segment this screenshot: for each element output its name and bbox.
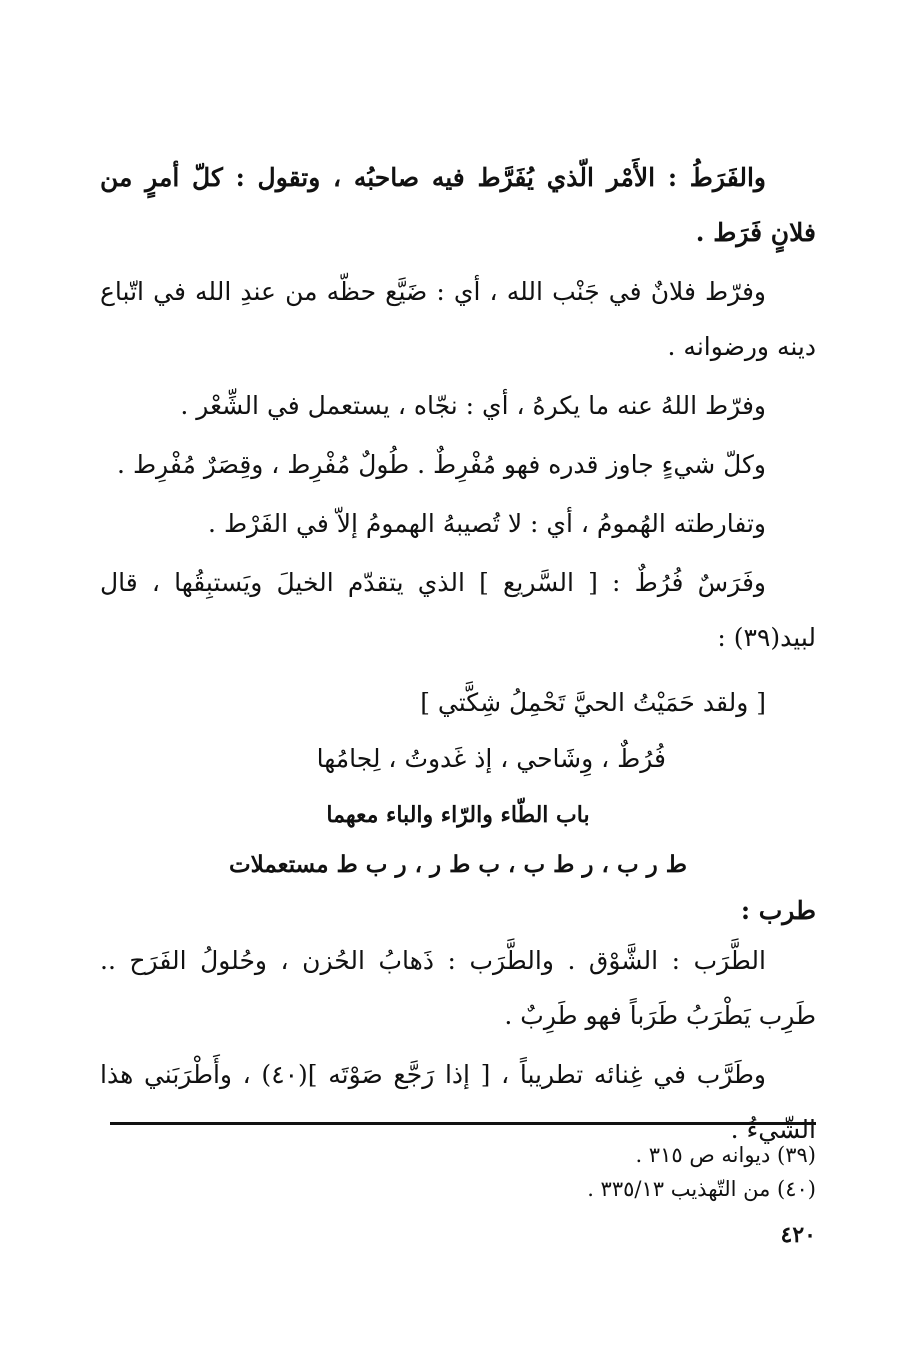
footnote-39: (٣٩) ديوانه ص ٣١٥ . (635, 1143, 816, 1167)
section-heading: باب الطّاء والرّاء والباء معهما (326, 802, 590, 828)
poem-line-2: فُرُطٌ ، وِشَاحي ، إذ غَدوتُ ، لِجامُها (316, 744, 666, 773)
section-subheading: ط ر ب ، ر ط ب ، ب ط ر ، ر ب ط مستعملات (228, 851, 688, 878)
entry-word: طرب : (740, 896, 816, 925)
paragraph-mufrit: وكلّ شيءٍ جاوز قدره فهو مُفْرِطٌ . طُولٌ مُفْرِط ، وقِصَرٌ مُفْرِط . (117, 450, 766, 479)
poem-line-1: [ ولقد حَمَيْتُ الحيَّ تَحْمِلُ شِكَّتي ] (420, 688, 766, 717)
paragraph-tarraba: وطَرَّب في غِنائه تطريباً ، [ إذا رَجَّع صَوْتَه ](٤٠) ، وأَطْرَبَني هذا الشّيءُ . (100, 1060, 816, 1144)
footnotes (100, 1138, 816, 1206)
footnote-divider (110, 1122, 816, 1125)
footnote-40: (٤٠) من التّهذيب ٣٣٥/١٣ . (587, 1177, 816, 1201)
paragraph-farrata-fi-janb: وفرّط فلانٌ في جَنْب الله ، أي : ضَيَّع حظّه من عندِ الله في اتّباع دينه ورضوانه . (100, 277, 816, 361)
paragraph-farat-definition: والفَرَطُ : الأَمْر الّذي يُفَرَّط فيه صاحبُه ، وتقول : كلّ أمرٍ من فلانٍ فَرَط . (100, 163, 816, 247)
paragraph-tarab-definition: الطَّرَب : الشَّوْق . والطَّرَب : ذَهابُ الحُزن ، وحُلولُ الفَرَح .. طَرِب يَطْرَبُ طَرَباً فهو طَرِبٌ . (100, 946, 816, 1030)
paragraph-farrata-allah: وفرّط اللهُ عنه ما يكرهُ ، أي : نجّاه ، يستعمل في الشِّعْر . (180, 391, 766, 420)
poem-verse (100, 675, 816, 787)
paragraph-tafaratat: وتفارطته الهُمومُ ، أي : لا تُصيبهُ الهمومُ إلاّ في الفَرْط . (208, 509, 766, 538)
paragraph-faras-furut: وفَرَسٌ فُرُطٌ : [ السَّريع ] الذي يتقدّم الخيلَ ويَستبِقُها ، قال لبيد(٣٩) : (100, 568, 816, 652)
page-number: ٤٢٠ (780, 1222, 816, 1248)
